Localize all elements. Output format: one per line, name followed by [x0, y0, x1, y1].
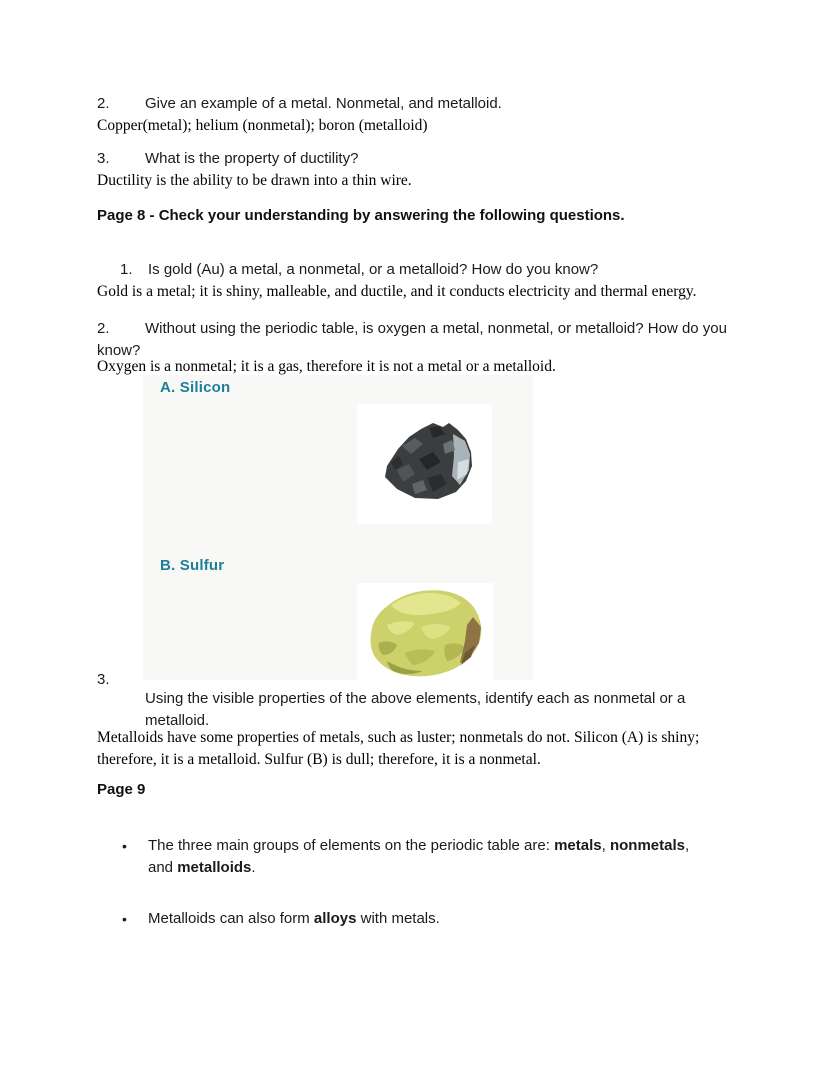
bullet-item [122, 835, 704, 879]
bullet-text: The three main groups of elements on the periodic table are: metals, nonmetals, and metalloids. [148, 837, 690, 876]
figure-label-sulfur: B. Sulfur [160, 557, 225, 574]
question-text: Is gold (Au) a metal, a nonmetal, or a metalloid? How do you know? [148, 261, 599, 278]
sulfur-photo [357, 583, 493, 680]
question-item [97, 93, 742, 115]
question-number: 3. [97, 150, 110, 167]
section-heading-page8: Page 8 - Check your understanding by answering the following questions. [97, 207, 625, 224]
question-item [120, 259, 745, 281]
section-heading-page9: Page 9 [97, 781, 146, 798]
silicon-rock-image [357, 404, 492, 524]
bold-term-metals: metals [554, 837, 602, 854]
answer-text: Ductility is the ability to be drawn into a thin wire. [97, 172, 412, 189]
question-number: 3. [97, 671, 110, 688]
question-number: 1. [120, 261, 133, 278]
answer-text: Gold is a metal; it is shiny, malleable, and ductile, and it conducts electricity and thermal energy. [97, 283, 697, 300]
elements-figure-panel [143, 375, 533, 680]
silicon-photo [357, 404, 492, 524]
bullet-item [122, 908, 704, 930]
question-number: 2. [97, 95, 110, 112]
bold-term-metalloids: metalloids [177, 859, 252, 876]
answer-text: Metalloids have some properties of metals, such as luster; nonmetals do not. Silicon (A) is shiny; therefore, it is a metalloid. Sulfur (B) is dull; therefore, it is a nonmetal. [97, 729, 700, 768]
question-number: 2. [97, 320, 110, 337]
figure-label-silicon: A. Silicon [160, 379, 231, 396]
bullet-icon: • [122, 911, 127, 927]
question-text: Without using the periodic table, is oxygen a metal, nonmetal, or metalloid? How do you know? [97, 320, 727, 359]
answer-text: Copper(metal); helium (nonmetal); boron (metalloid) [97, 117, 428, 134]
question-item [97, 148, 742, 170]
bullet-icon: • [122, 838, 127, 854]
bullet-text: Metalloids can also form alloys with metals. [148, 910, 440, 927]
bold-term-alloys: alloys [313, 910, 357, 927]
question-text: What is the property of ductility? [145, 150, 359, 167]
question-text: Give an example of a metal. Nonmetal, and metalloid. [145, 95, 502, 112]
sulfur-rock-image [357, 583, 493, 680]
question-text: Using the visible properties of the above elements, identify each as nonmetal or a metalloid. [145, 690, 686, 729]
bold-term-nonmetals: nonmetals [609, 837, 685, 854]
answer-text: Oxygen is a nonmetal; it is a gas, therefore it is not a metal or a metalloid. [97, 358, 556, 375]
